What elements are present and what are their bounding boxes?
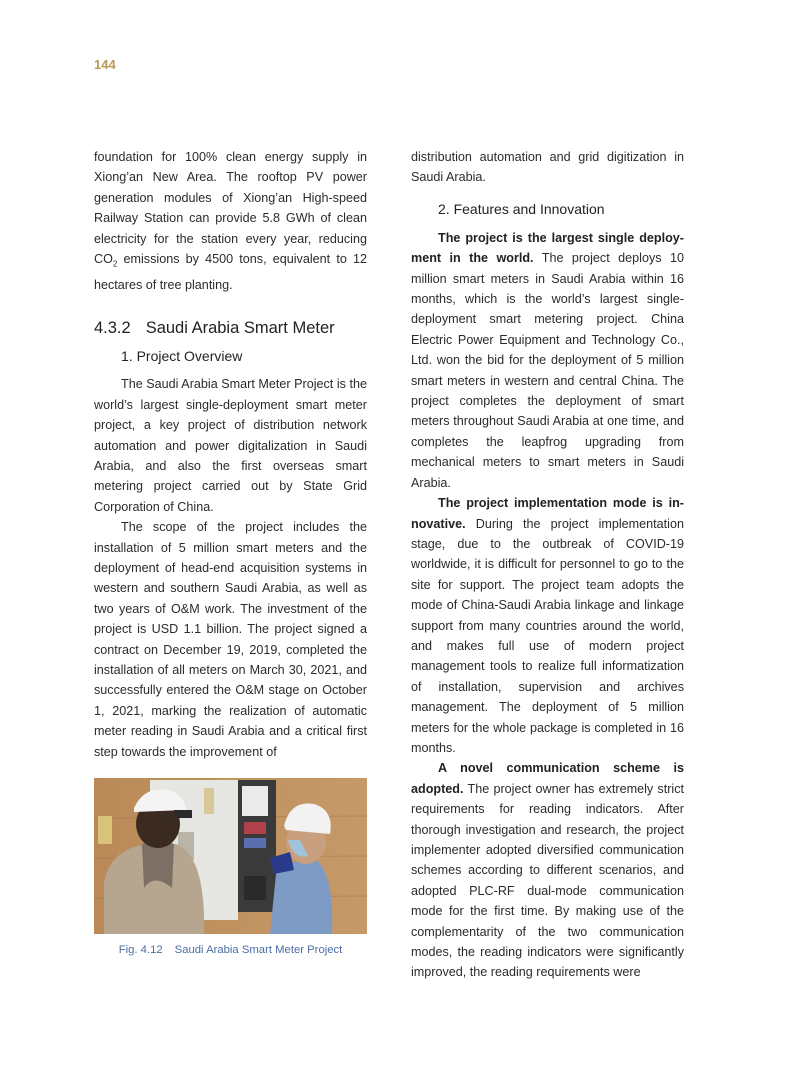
paragraph-lead: The project implementation mode is innovative. xyxy=(411,496,684,531)
intro-paragraph xyxy=(94,147,367,295)
subsection-heading-features: 2. Features and Innovation xyxy=(438,200,605,217)
intro-text-b: emissions by 4500 tons, equivalent to 12 hectares of tree planting. xyxy=(94,252,367,292)
section-number: 4.3.2 xyxy=(94,319,131,338)
figure-caption xyxy=(94,944,367,956)
figure-photo xyxy=(94,778,367,934)
continuation-paragraph: distribution automation and grid digitization in Saudi Arabia. xyxy=(411,150,684,185)
paragraph-scope: The scope of the project includes the installation of 5 million smart meters and the deployment of head-end acquisition systems in western and southern Saudi Arabia, as well as two years of O&M work. The investment of the project is USD 1.1 billion. The project signed a contract on December 19, 2019, completed the installation of all meters on March 30, 2021, and successfully entered the O&M stage on October 1, 2021, marking the realization of automatic meter reading in Saudi Arabia and a critical first step towards the improvement of xyxy=(94,520,367,759)
figure-caption-text: Saudi Arabia Smart Meter Project xyxy=(174,944,343,956)
left-column xyxy=(94,147,367,762)
paragraph-lead: A novel communication scheme is adopted. xyxy=(411,761,684,796)
paragraph-body: During the project implementation stage, due to the outbreak of COVID-19 worldwide, it is difficult for personnel to go to the site for support. The project team adopts the mode of China-Saudi Arabia linkage and linkage support from many countries around the world, and makes full use of modern project management tools to realize full informatization of installation, supervision and archives management. The deployment of 5 million meters for the whole package is completed in 16 months. xyxy=(411,516,684,755)
paragraph-overview: The Saudi Arabia Smart Meter Project is the world’s largest single-deployment smart meter project, a key project of distribution network automation and power digitalization in Saudi Arabia, and also the first overseas smart metering project carried out by State Grid Corporation of China. xyxy=(94,377,367,514)
paragraph-body: The project deploys 10 million smart meters in Saudi Arabia within 16 months, which is the world’s largest single-deployment smart metering project. China Electric Power Equipment and Technology Co., Ltd. won the bid for the deployment of 5 million smart meters in western and central China. The project completes the deployment of smart meters throughout Saudi Arabia at one time, and completes the leapfrog upgrading from mechanical meters to smart meters in Saudi Arabia. xyxy=(411,251,684,490)
section-heading xyxy=(94,317,367,339)
page-number: 144 xyxy=(94,57,116,72)
workers-photo-image xyxy=(94,778,367,934)
right-column xyxy=(411,147,684,983)
paragraph-lead: The project is the largest single deployment in the world. xyxy=(411,230,684,266)
paragraph-largest-deployment xyxy=(411,228,684,493)
figure-label: Fig. 4.12 xyxy=(118,944,163,956)
subscript-2: 2 xyxy=(112,259,118,269)
subsection-heading-overview: 1. Project Overview xyxy=(121,348,243,365)
section-title: Saudi Arabia Smart Meter xyxy=(145,319,335,338)
paragraph-implementation-mode xyxy=(411,493,684,758)
paragraph-body: The project owner has extremely strict requirements for reading indicators. After thorough investigation and research, the project implementer adopted diversified communication schemes according to different scenarios, and adopted PLC-RF dual-mode communication mode for the first time. By making use of the complementarity of the two communication modes, the reading indicators were significantly improved, the reading requirements were xyxy=(411,781,684,980)
intro-text-a: foundation for 100% clean energy supply in Xiong’an New Area. The rooftop PV power generation modules of Xiong’an High-speed Railway Station can provide 5.8 GWh of clean electricity for the station every year, reducing CO xyxy=(94,150,367,267)
paragraph-communication-scheme xyxy=(411,758,684,982)
